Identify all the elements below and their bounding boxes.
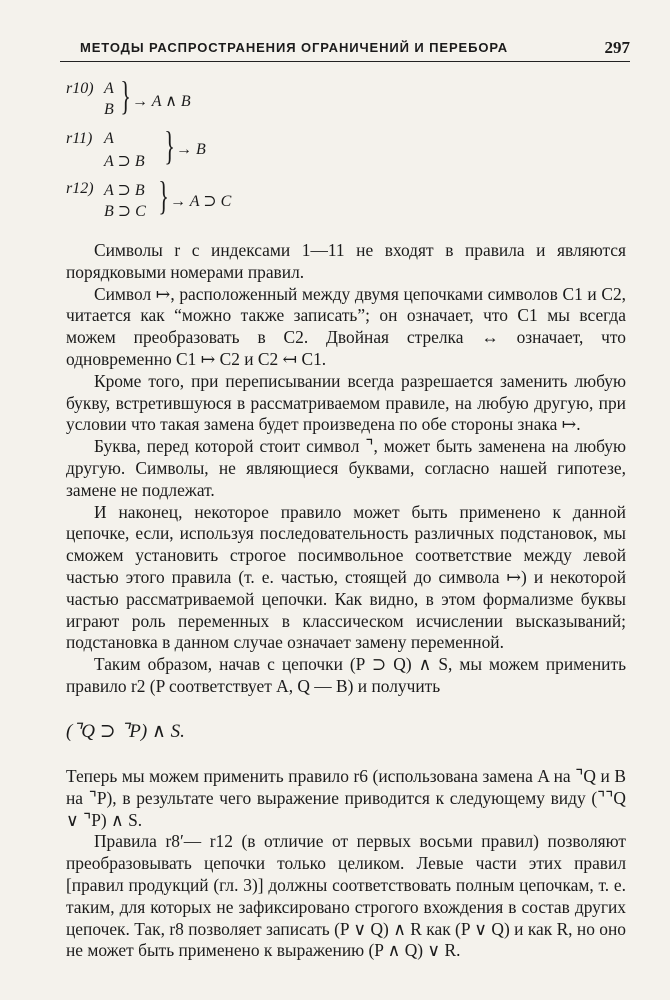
rule-label: r11) bbox=[66, 130, 93, 147]
rule-premise-2: B bbox=[104, 101, 114, 118]
header-title: МЕТОДЫ РАСПРОСТРАНЕНИЯ ОГРАНИЧЕНИЙ И ПЕРЕБОРА bbox=[80, 40, 509, 55]
paragraph: Символы r с индексами 1—11 не входят в правила и являются порядковыми номерами правил. bbox=[66, 240, 626, 282]
rule-conclusion: → B bbox=[176, 141, 206, 158]
rule-premise-2: A ⊃ B bbox=[104, 153, 145, 170]
rule-premise-1: A bbox=[104, 80, 114, 97]
rule-r11 bbox=[66, 123, 266, 172]
paragraph: Теперь мы можем применить правило r6 (использована замена A на ⌝Q и B на ⌝P), в результате чего выражение приводится к следующему виду (⌝⌝Q ∨ ⌝P) ∧ S. bbox=[66, 766, 626, 830]
rule-r10 bbox=[66, 73, 266, 122]
running-header bbox=[60, 38, 630, 60]
rule-r12 bbox=[66, 173, 306, 222]
paragraph: Правила r8′— r12 (в отличие от первых восьми правил) позволяют преобразовывать цепочки только целиком. Левые части этих правил [правил продукций (гл. 3)] должны соответствовать полным цепочкам, т. е. таким, для которых не зафиксировано строгого вхождения в состав других цепочек. Так, r8 позволяет записать (P ∨ Q) ∧ R как (P ∨ Q) и как R, но оно не может быть применено к выражению (P ∧ Q) ∨ R. bbox=[66, 831, 626, 961]
curly-brace-icon: } bbox=[164, 123, 175, 168]
curly-brace-icon: } bbox=[158, 173, 169, 218]
rule-conclusion: → A ⊃ C bbox=[170, 193, 232, 210]
rule-premise-2: B ⊃ C bbox=[104, 203, 146, 220]
paragraph: Символ ↦, расположенный между двумя цепочками символов C1 и C2, читается как “можно также записать”; он означает, что C1 мы всегда можем преобразовать в C2. Двойная стрелка ↔ означает, что одновременно C1 ↦ C2 и C2 ↤ C1. bbox=[66, 283, 626, 369]
rule-premise-1: A bbox=[104, 130, 114, 147]
header-divider bbox=[60, 61, 630, 62]
paragraph: Буква, перед которой стоит символ ⌝, может быть заменена на любую другую. Символы, не являющиеся буквами, согласно нашей гипотезе, замене не подлежат. bbox=[66, 436, 626, 500]
body-text-upper bbox=[66, 240, 626, 698]
paragraph: И наконец, некоторое правило может быть применено к данной цепочке, если, используя последовательность различных подстановок, мы сможем установить строгое посимвольное соответствие между левой частью этого правила (т. е. частью, стоящей до символа ↦) и некоторой частью рассматриваемой цепочки. Как видно, в этом формализме буквы играют роль переменных в классическом исчислении высказываний; подстановка в данном случае означает замену переменной. bbox=[66, 501, 626, 653]
page-number: 297 bbox=[604, 38, 630, 57]
rule-conclusion: → A ∧ B bbox=[132, 93, 191, 110]
paragraph: Таким образом, начав с цепочки (P ⊃ Q) ∧ S, мы можем применить правило r2 (P соответствует A, Q — B) и получить bbox=[66, 654, 626, 696]
rule-label: r10) bbox=[66, 80, 94, 97]
rule-label: r12) bbox=[66, 180, 94, 197]
curly-brace-icon: } bbox=[120, 73, 131, 118]
display-formula: (⌝Q ⊃ ⌝P) ∧ S. bbox=[66, 721, 185, 742]
paragraph: Кроме того, при переписывании всегда разрешается заменить любую букву, встретившуюся в рассматриваемом правиле, на любую другую, при условии что такая замена будет произведена по обе стороны знака ↦. bbox=[66, 370, 626, 435]
body-text-lower bbox=[66, 766, 626, 962]
rule-premise-1: A ⊃ B bbox=[104, 182, 145, 199]
